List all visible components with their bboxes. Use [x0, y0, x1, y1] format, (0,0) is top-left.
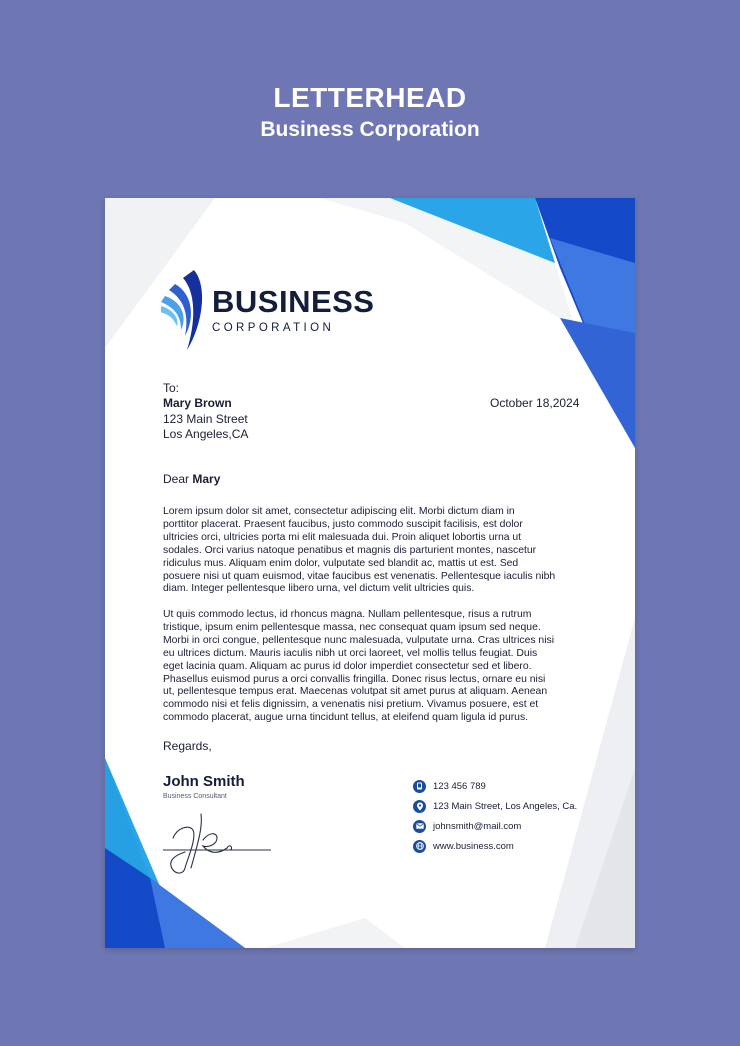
paragraph-line: ut, pellentesque tempus erat. Maecenas volutpat sit amet purus at aliquam. Aenean — [163, 686, 548, 698]
recipient-name: Mary Brown — [163, 396, 232, 410]
body-paragraph-2 — [163, 609, 581, 725]
recipient-city: Los Angeles,CA — [163, 427, 249, 441]
closing: Regards, — [163, 739, 212, 753]
greeting-prefix: Dear — [163, 472, 190, 486]
email-icon — [413, 820, 426, 833]
brand-tagline: CORPORATION — [212, 322, 335, 334]
contact-phone-text: 123 456 789 — [433, 780, 486, 792]
contact-phone — [413, 779, 486, 793]
to-label: To: — [163, 381, 180, 395]
sender-title: Business Consultant — [163, 793, 227, 800]
brand-name: BUSINESS — [212, 284, 375, 319]
contact-email-text[interactable]: johnsmith@mail.com — [433, 820, 522, 832]
sender-name: John Smith — [163, 773, 245, 790]
contact-email — [413, 819, 521, 833]
paragraph-line: ultricies orci, ultricies porta mi elit malesuada dui. Proin aliquet lobortis urna ut — [163, 531, 522, 543]
paragraph-line: commodo placerat, augue urna tincidunt tellus, at eleifend quam ligula id purus. — [163, 712, 529, 724]
hero-subtitle: Business Corporation — [260, 118, 480, 141]
letterhead-page — [105, 198, 635, 948]
paragraph-line: Ut quis commodo lectus, id rhoncus magna. Nullam pellentesque, risus a rutrum — [163, 609, 532, 620]
business-logo-icon — [161, 270, 205, 352]
signature-image — [163, 810, 275, 878]
paragraph-line: Phasellus euismod purus a orci convallis fringilla. Donec risus lectus, ornare eu nisi — [163, 673, 546, 685]
contact-address-text: 123 Main Street, Los Angeles, Ca. — [433, 800, 578, 812]
contact-website — [413, 839, 514, 853]
paragraph-line: porttitor placerat. Praesent faucibus, justo commodo suscipit facilisis, est dolor — [163, 518, 523, 530]
phone-icon — [413, 780, 426, 793]
letter-date: October 18,2024 — [490, 396, 580, 410]
paragraph-line: diam. Integer pellentesque libero urna, vel dictum velit ultricies quis. — [163, 583, 475, 595]
paragraph-line: eu ultrices dictum. Mauris iaculis nibh ut orci laoreet, vel mollis tellus feugiat. Duis — [163, 647, 538, 659]
contact-address — [413, 799, 577, 813]
paragraph-line: sodales. Orci varius natoque penatibus et magnis dis parturient montes, nascetur — [163, 544, 537, 556]
paragraph-line: ridiculus mus. Aliquam enim dolor, vulputate sed blandit ac, mattis ut est. Sed — [163, 557, 519, 569]
paragraph-line: posuere nisi ut quam euismod, vitae faucibus est venenatis. Pellentesque iaculis nibh — [163, 570, 556, 582]
paragraph-line: Morbi in orci congue, pellentesque nunc malesuada, vulputate urna. Cras ultrices nisi — [163, 634, 555, 646]
greeting-name: Mary — [192, 472, 221, 486]
globe-icon — [413, 840, 426, 853]
contact-website-text[interactable]: www.business.com — [433, 840, 514, 852]
greeting — [163, 472, 220, 486]
location-pin-icon — [413, 800, 426, 813]
paragraph-line: tristique, ipsum enim pellentesque massa, nec consequat quam ipsum sed neque. — [163, 621, 541, 633]
paragraph-line: eget lacinia quam. Aliquam ac purus id dolor imperdiet consectetur sed et libero. — [163, 660, 532, 672]
paragraph-line: Lorem ipsum dolor sit amet, consectetur adipiscing elit. Morbi dictum diam in — [163, 506, 515, 517]
hero-title: LETTERHEAD — [273, 82, 467, 113]
paragraph-line: commodo nisi et felis dignissim, a venenatis nisi pretium. Vivamus posuere, est et — [163, 699, 539, 711]
recipient-street: 123 Main Street — [163, 412, 248, 426]
body-paragraph-1 — [163, 506, 581, 596]
